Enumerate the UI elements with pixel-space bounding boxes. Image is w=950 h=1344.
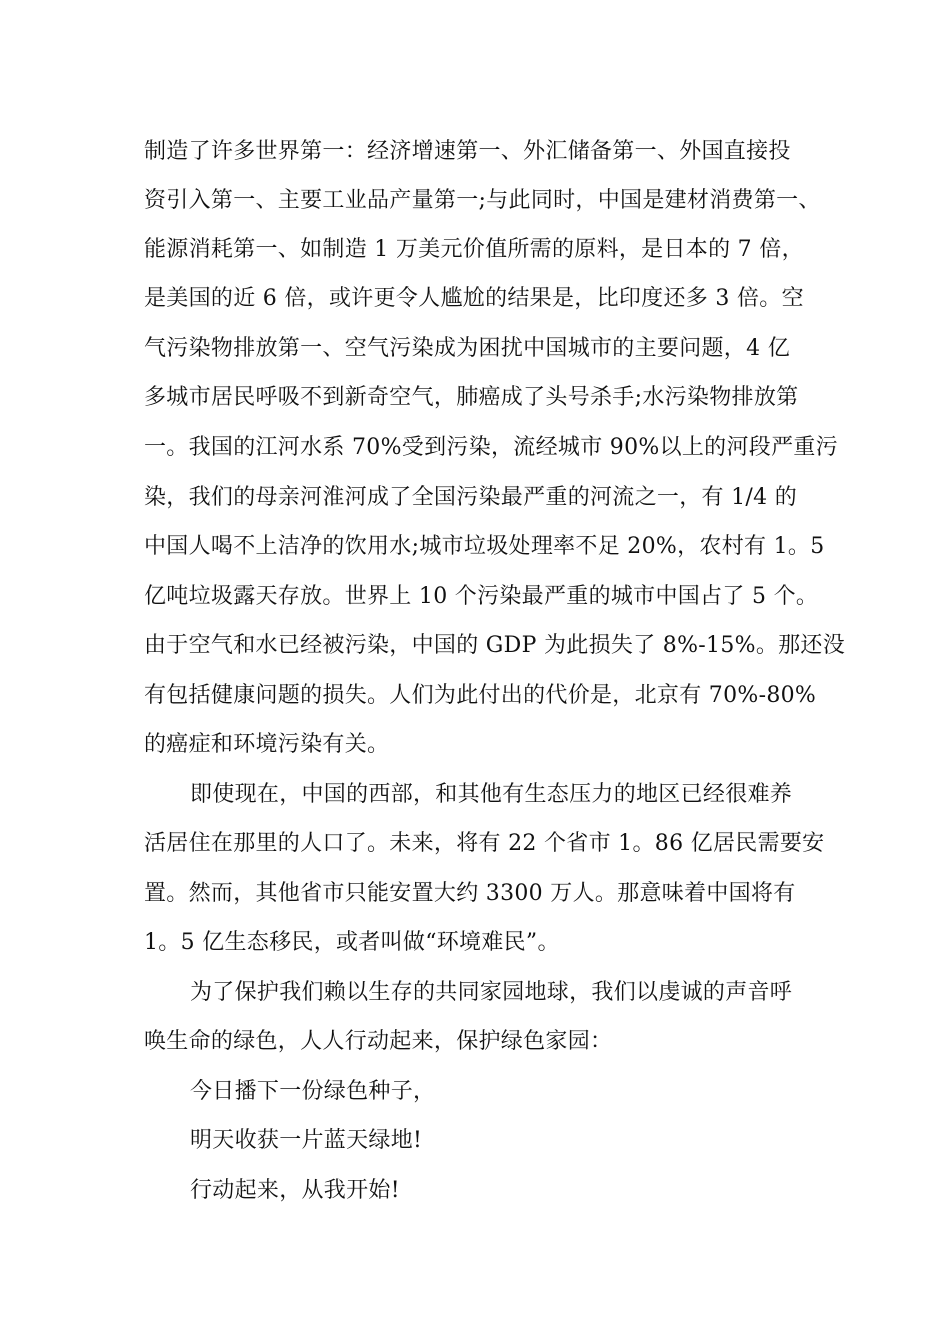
text-line: 有包括健康问题的损失。人们为此付出的代价是，北京有 70%-80%	[144, 683, 817, 708]
text-line: 的癌症和环境污染有关。	[144, 732, 390, 757]
text-line: 染，我们的母亲河淮河成了全国污染最严重的河流之一，有 1/4 的	[144, 485, 797, 510]
text-line: 能源消耗第一、如制造 1 万美元价值所需的原料，是日本的 7 倍，	[144, 237, 804, 262]
text-line: 置。然而，其他省市只能安置大约 3300 万人。那意味着中国将有	[144, 881, 796, 906]
text-line: 资引入第一、主要工业品产量第一;与此同时，中国是建材消费第一、	[144, 188, 821, 213]
slogan-line: 明天收获一片蓝天绿地!	[190, 1128, 423, 1153]
text-line: 是美国的近 6 倍，或许更令人尴尬的结果是，比印度还多 3 倍。空	[144, 286, 804, 311]
text-line: 制造了许多世界第一：经济增速第一、外汇储备第一、外国直接投	[144, 139, 791, 164]
paragraph-first-line: 为了保护我们赖以生存的共同家园地球，我们以虔诚的声音呼	[190, 980, 793, 1005]
text-line: 气污染物排放第一、空气污染成为困扰中国城市的主要问题，4 亿	[144, 336, 790, 361]
text-line: 唤生命的绿色，人人行动起来，保护绿色家园：	[144, 1029, 613, 1054]
text-line: 中国人喝不上洁净的饮用水;城市垃圾处理率不足 20%，农村有 1。5	[144, 534, 825, 559]
slogan-line: 今日播下一份绿色种子，	[190, 1079, 436, 1104]
text-line: 一。我国的江河水系 70%受到污染，流经城市 90%以上的河段严重污	[144, 435, 838, 460]
text-line: 多城市居民呼吸不到新奇空气，肺癌成了头号杀手;水污染物排放第	[144, 385, 799, 410]
text-line: 1。5 亿生态移民，或者叫做“环境难民”。	[144, 930, 560, 955]
text-line: 由于空气和水已经被污染，中国的 GDP 为此损失了 8%-15%。那还没	[144, 633, 846, 658]
text-line: 活居住在那里的人口了。未来，将有 22 个省市 1。86 亿居民需要安	[144, 831, 825, 856]
text-line: 亿吨垃圾露天存放。世界上 10 个污染最严重的城市中国占了 5 个。	[144, 584, 819, 609]
slogan-line: 行动起来，从我开始!	[190, 1178, 400, 1203]
paragraph-first-line: 即使现在，中国的西部，和其他有生态压力的地区已经很难养	[190, 782, 793, 807]
